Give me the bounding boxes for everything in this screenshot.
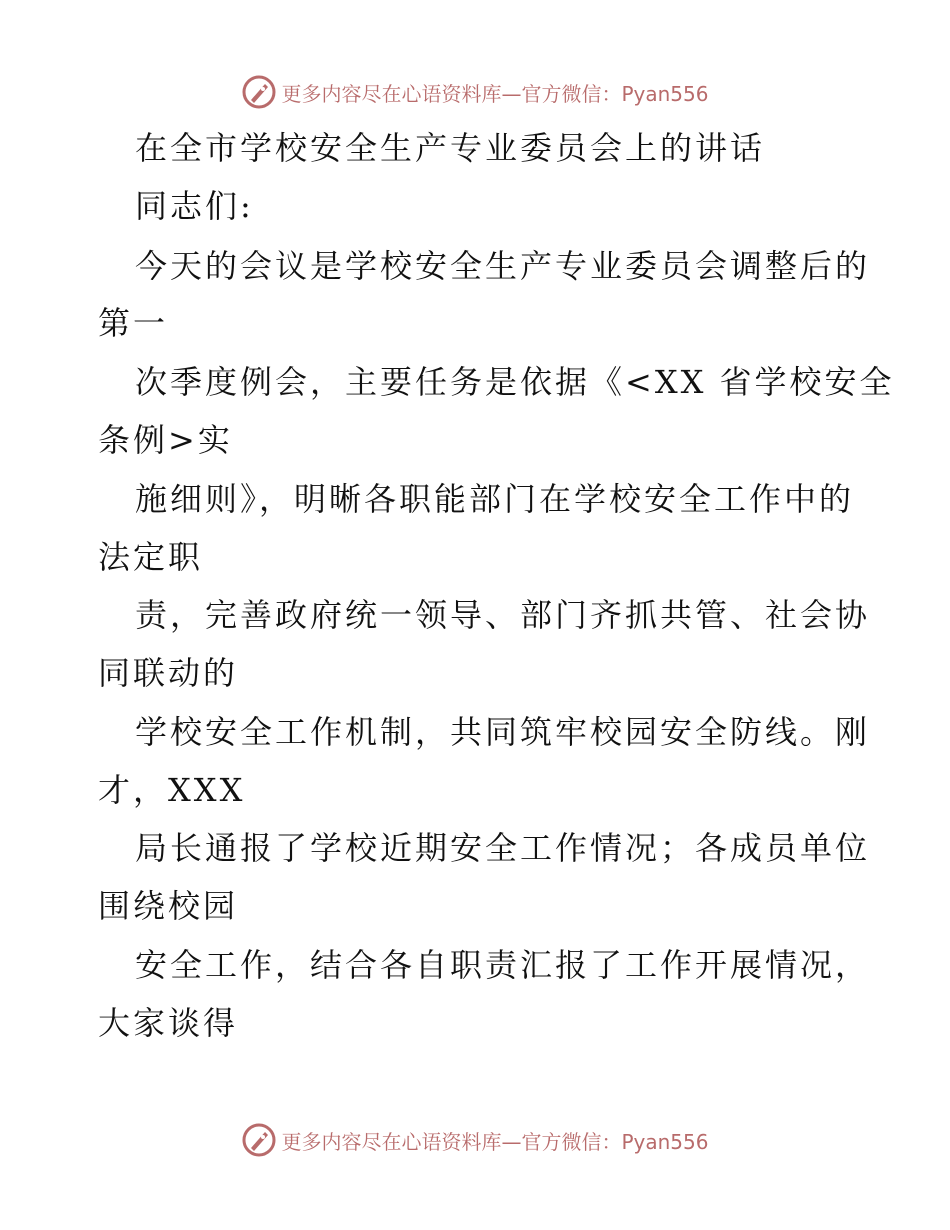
paragraph-line: 安全工作，结合各自职责汇报了工作开展情况，: [135, 946, 871, 984]
paragraph-line: 第一: [98, 304, 169, 342]
paragraph-line: 法定职: [98, 538, 204, 576]
paragraph-line: 今天的会议是学校安全生产专业委员会调整后的: [135, 247, 871, 285]
header-banner: [0, 72, 950, 112]
paragraph-line: 责，完善政府统一领导、部门齐抓共管、社会协: [135, 596, 871, 634]
salutation: 同志们:: [135, 187, 254, 225]
header-banner-text: 更多内容尽在心语资料库—官方微信：Pyan556: [281, 81, 709, 106]
paragraph-line: 围绕校园: [98, 887, 239, 925]
footer-banner-text: 更多内容尽在心语资料库—官方微信：Pyan556: [281, 1129, 709, 1154]
paragraph-line: 大家谈得: [98, 1004, 239, 1042]
paragraph-line: 学校安全工作机制，共同筑牢校园安全防线。刚: [135, 713, 871, 751]
paragraph-line: 同联动的: [98, 654, 239, 692]
paragraph-line: 次季度例会，主要任务是依据《<XX 省学校安全: [135, 363, 895, 401]
paragraph-line: 条例>实: [98, 421, 233, 459]
paragraph-line: 施细则》，明晰各职能部门在学校安全工作中的: [135, 480, 855, 518]
document-title: 在全市学校安全生产专业委员会上的讲话: [135, 129, 766, 167]
footer-banner: [0, 1120, 950, 1160]
paragraph-line: 局长通报了学校近期安全工作情况；各成员单位: [135, 829, 871, 867]
pen-nib-logo-icon: [241, 74, 277, 110]
paragraph-line: 才，XXX: [98, 771, 246, 809]
pen-nib-logo-icon: [241, 1122, 277, 1158]
